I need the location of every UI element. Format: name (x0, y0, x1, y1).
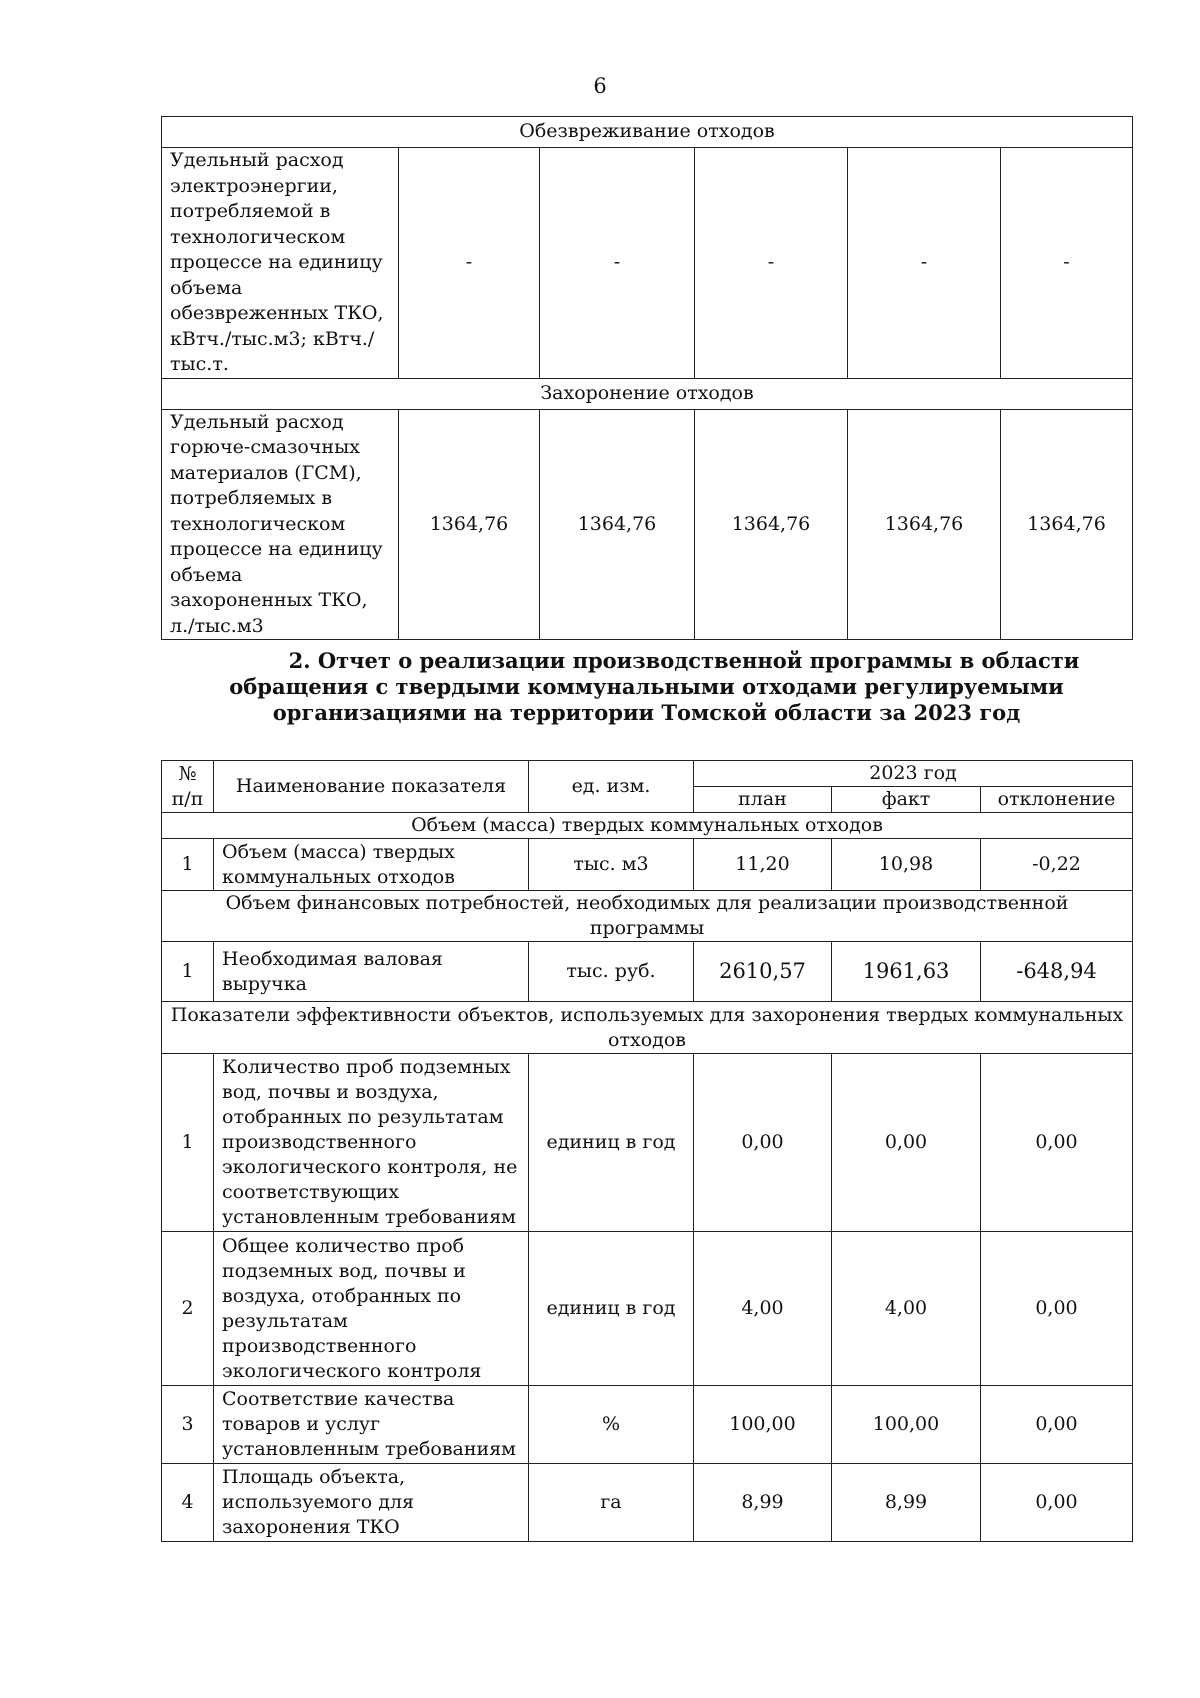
row-name: Необходимая валовая выручка (214, 942, 529, 1002)
row-label: Удельный расход электроэнергии, потребляемой в технологическом процессе на единицу объема обезвреженных ТКО, кВтч./тыс.м3; кВтч./тыс.т. (162, 148, 399, 379)
section-title: Показатели эффективности объектов, используемых для захоронения твердых коммунальных отходов (162, 1002, 1133, 1054)
header-plan: план (694, 787, 832, 813)
row-deviation: 0,00 (981, 1054, 1133, 1232)
header-unit: ед. изм. (529, 761, 694, 813)
heading-number: 2. (288, 648, 311, 673)
row-no: 3 (162, 1386, 214, 1464)
row-unit: единиц в год (529, 1054, 694, 1232)
row-fact: 100,00 (832, 1386, 981, 1464)
page-number: 6 (593, 74, 607, 98)
row-label: Удельный расход горюче-смазочных материалов (ГСМ), потребляемых в технологическом процессе на единицу объема захороненных ТКО, л./тыс.м3 (162, 409, 399, 640)
cell-value: - (540, 148, 695, 379)
cell-value: 1364,76 (695, 409, 848, 640)
row-plan: 2610,57 (694, 942, 832, 1002)
section-title: Объем (масса) твердых коммунальных отходов (162, 813, 1133, 839)
cell-value: 1364,76 (540, 409, 695, 640)
section-title: Захоронение отходов (162, 378, 1133, 409)
cell-value: - (695, 148, 848, 379)
row-deviation: 0,00 (981, 1232, 1133, 1386)
row-name: Количество проб подземных вод, почвы и воздуха, отобранных по результатам производственного экологического контроля, не соответствующих установленным требованиям (214, 1054, 529, 1232)
table-indicators-continued (161, 116, 1133, 640)
heading-text: Отчет о реализации производственной программы в области обращения с твердыми коммунальными отходами регулируемыми организациями на территории Томской области за 2023 год (229, 648, 1080, 725)
row-unit: га (529, 1464, 694, 1542)
header-name: Наименование показателя (214, 761, 529, 813)
header-deviation: отклонение (981, 787, 1133, 813)
row-plan: 4,00 (694, 1232, 832, 1386)
row-no: 1 (162, 839, 214, 891)
row-fact: 4,00 (832, 1232, 981, 1386)
section-title: Обезвреживание отходов (162, 117, 1133, 148)
row-plan: 11,20 (694, 839, 832, 891)
row-name: Общее количество проб подземных вод, почвы и воздуха, отобранных по результатам производственного экологического контроля (214, 1232, 529, 1386)
cell-value: 1364,76 (399, 409, 540, 640)
cell-value: 1364,76 (1001, 409, 1133, 640)
row-fact: 10,98 (832, 839, 981, 891)
row-unit: единиц в год (529, 1232, 694, 1386)
row-deviation: -648,94 (981, 942, 1133, 1002)
section-title: Объем финансовых потребностей, необходимых для реализации производственной программы (162, 891, 1133, 942)
header-no: № п/п (162, 761, 214, 813)
row-deviation: 0,00 (981, 1464, 1133, 1542)
row-no: 1 (162, 942, 214, 1002)
row-deviation: 0,00 (981, 1386, 1133, 1464)
row-no: 4 (162, 1464, 214, 1542)
row-plan: 0,00 (694, 1054, 832, 1232)
row-plan: 100,00 (694, 1386, 832, 1464)
section-heading (161, 648, 1132, 726)
row-fact: 8,99 (832, 1464, 981, 1542)
row-plan: 8,99 (694, 1464, 832, 1542)
row-fact: 0,00 (832, 1054, 981, 1232)
row-name: Соответствие качества товаров и услуг установленным требованиям (214, 1386, 529, 1464)
table-production-program-report (161, 760, 1133, 1542)
row-name: Объем (масса) твердых коммунальных отходов (214, 839, 529, 891)
cell-value: - (1001, 148, 1133, 379)
cell-value: 1364,76 (848, 409, 1001, 640)
cell-value: - (399, 148, 540, 379)
row-fact: 1961,63 (832, 942, 981, 1002)
row-name: Площадь объекта, используемого для захоронения ТКО (214, 1464, 529, 1542)
row-no: 1 (162, 1054, 214, 1232)
row-unit: тыс. руб. (529, 942, 694, 1002)
row-unit: тыс. м3 (529, 839, 694, 891)
row-deviation: -0,22 (981, 839, 1133, 891)
header-year: 2023 год (694, 761, 1133, 787)
row-no: 2 (162, 1232, 214, 1386)
row-unit: % (529, 1386, 694, 1464)
cell-value: - (848, 148, 1001, 379)
header-fact: факт (832, 787, 981, 813)
